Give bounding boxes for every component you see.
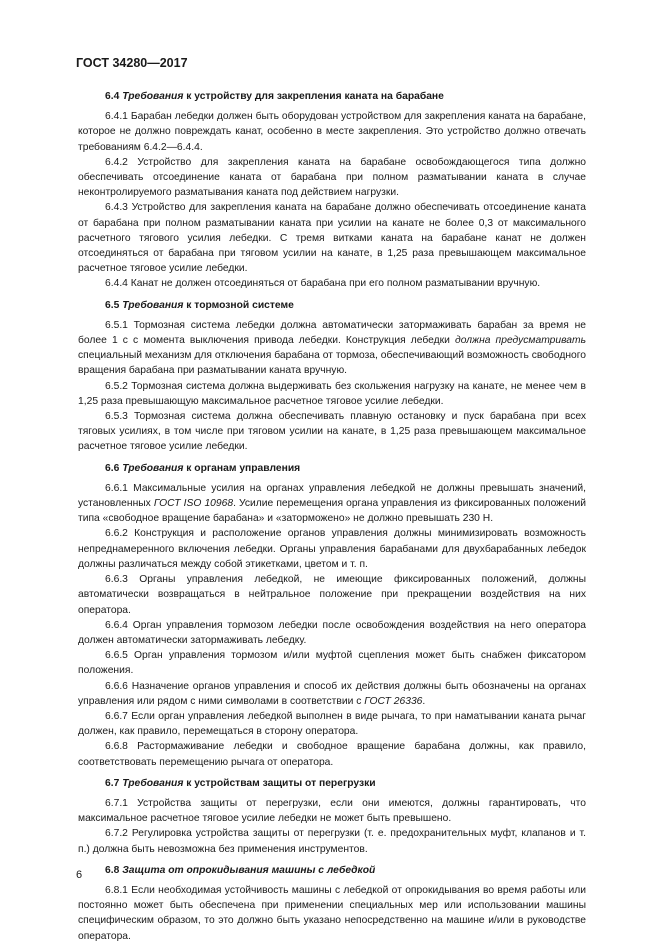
paragraph: 6.4.3 Устройство для закрепления каната на барабане должно обеспечивать отсоединение каната от барабана при полном разматывании каната при усилии на канате не более 0,3 от максимального расчетного тягового усилия лебедки. С тремя витками каната на барабане канат не должен отсоединяться от барабана при тяговом усилии на канате, в 1,25 раза превышающем максимальное расчетное тяговое усилие лебедки.	[78, 202, 586, 275]
paragraph: 6.5.1 Тормозная система лебедки должна автоматически затормаживать барабан за время не более 1 с с момента выключения привода лебедки. Конструкция лебедки должна предусматривать специальный механизм для отключения барабана от тормоза, обеспечивающий возможность свободного вращения барабана при разматывании каната вручную.	[78, 319, 586, 377]
paragraph: 6.6.4 Орган управления тормозом лебедки после освобождения воздействия на него оператора должен автоматически затормаживать лебедку.	[78, 619, 586, 646]
section-heading	[78, 298, 586, 313]
paragraph: 6.6.3 Органы управления лебедкой, не имеющие фиксированных положений, должны автоматически возвращаться в нейтральное положение при прекращении воздействия на них оператора.	[78, 574, 586, 616]
section-title-emphasis: Защита от опрокидывания машины с лебедкой	[122, 864, 376, 876]
paragraph: 6.6.6 Назначение органов управления и способ их действия должны быть обозначены на органах управления или рядом с ними символами в соответствии с ГОСТ 26336.	[78, 680, 586, 707]
section-title: к устройствам защиты от перегрузки	[183, 777, 376, 789]
section-number: 6.5	[105, 299, 123, 311]
paragraph: 6.5.2 Тормозная система должна выдерживать без скольжения нагрузку на канате, не менее чем в 1,25 раза превышающую максимальное расчетное тяговое усилие лебедки.	[78, 380, 586, 407]
section-heading	[78, 863, 586, 878]
section-heading	[78, 776, 586, 791]
section-title: к органам управления	[183, 462, 301, 474]
section-title: к устройству для закрепления каната на барабане	[183, 91, 444, 102]
section-6-7	[78, 776, 586, 857]
paragraph: 6.6.2 Конструкция и расположение органов управления должны минимизировать возможность непреднамеренного включения лебедки. Органы управления барабанами для двухбарабанных лебедок должны различаться между собой этикетками, цветом и т. п.	[78, 528, 586, 570]
paragraph: 6.4.4 Канат не должен отсоединяться от барабана при его полном разматывании вручную.	[105, 278, 541, 290]
paragraph: 6.4.2 Устройство для закрепления каната на барабане освобождающегося типа должно обеспечивать отсоединение каната от барабана при полном разматывании каната в случае неконтролируемого разматывания каната под действием нагрузки.	[78, 156, 586, 199]
section-title-emphasis: Требования	[122, 777, 184, 789]
section-6-4	[78, 89, 586, 292]
section-title-emphasis: Требования	[122, 462, 184, 474]
emphasis-text: должна предусматривать	[455, 335, 586, 347]
paragraph: 6.8.1 Если необходимая устойчивость машины с лебедкой от опрокидывания во время работы или постоянно может быть обеспечена при применении специальных мер или использовании машины специфическим образом, то это должно быть указано непосредственно на машине и/или в руководстве оператора.	[78, 884, 586, 942]
paragraph: 6.7.1 Устройства защиты от перегрузки, если они имеются, должны гарантировать, что максимальное расчетное тяговое усилие лебедки не может быть превышено.	[78, 797, 586, 825]
section-title-emphasis: Требования	[122, 299, 184, 311]
section-title-emphasis: Требования	[122, 91, 184, 102]
page-number: 6	[76, 869, 83, 881]
paragraph: 6.4.1 Барабан лебедки должен быть оборудован устройством для закрепления каната на барабане, которое не должно повреждать канат, особенно в месте закрепления. Это устройство должно отвечать требованиям 6.4.2—6.4.4.	[78, 111, 586, 153]
section-number: 6.7	[105, 777, 123, 789]
paragraph: 6.6.1 Максимальные усилия на органах управления лебедкой не должны превышать значений, установленных ГОСТ ISO 10968. Усилие перемещения органа управления из фиксированных положений типа «свободное вращение барабана» и «заторможено» не должно превышать 230 Н.	[78, 482, 586, 525]
section-heading	[78, 461, 586, 476]
paragraph: 6.6.7 Если орган управления лебедкой выполнен в виде рычага, то при наматывании каната рычаг должен, как правило, перемещаться в сторону оператора.	[78, 710, 586, 738]
section-number: 6.8	[105, 864, 123, 876]
standard-reference: ГОСТ ISO 10968	[153, 498, 234, 510]
paragraph: 6.6.8 Растормаживание лебедки и свободное вращение барабана должны, как правило, соответствовать перемещению рычага от оператора.	[78, 741, 586, 768]
section-heading	[78, 89, 586, 104]
section-6-5	[78, 298, 586, 455]
section-number: 6.6	[105, 462, 123, 474]
section-6-8	[78, 863, 586, 944]
section-title: к тормозной системе	[183, 299, 294, 311]
document-body	[78, 89, 586, 950]
paragraph: 6.7.2 Регулировка устройства защиты от перегрузки (т. е. предохранительных муфт, клапанов и т. п.) должна быть невозможна без применения инструментов.	[78, 828, 586, 855]
document-code: ГОСТ 34280—2017	[76, 56, 188, 70]
standard-reference: ГОСТ 26336	[364, 695, 423, 707]
paragraph: 6.6.5 Орган управления тормозом и/или муфтой сцепления может быть снабжен фиксатором положения.	[78, 650, 586, 677]
paragraph: 6.5.3 Тормозная система должна обеспечивать плавную остановку и пуск барабана при всех тяговых усилиях, в том числе при тяговом усилии на канате, в 1,25 раза превышающем максимальное расчетное тяговое усилие лебедки.	[78, 411, 586, 453]
section-number: 6.4	[105, 91, 123, 102]
section-6-6	[78, 461, 586, 770]
